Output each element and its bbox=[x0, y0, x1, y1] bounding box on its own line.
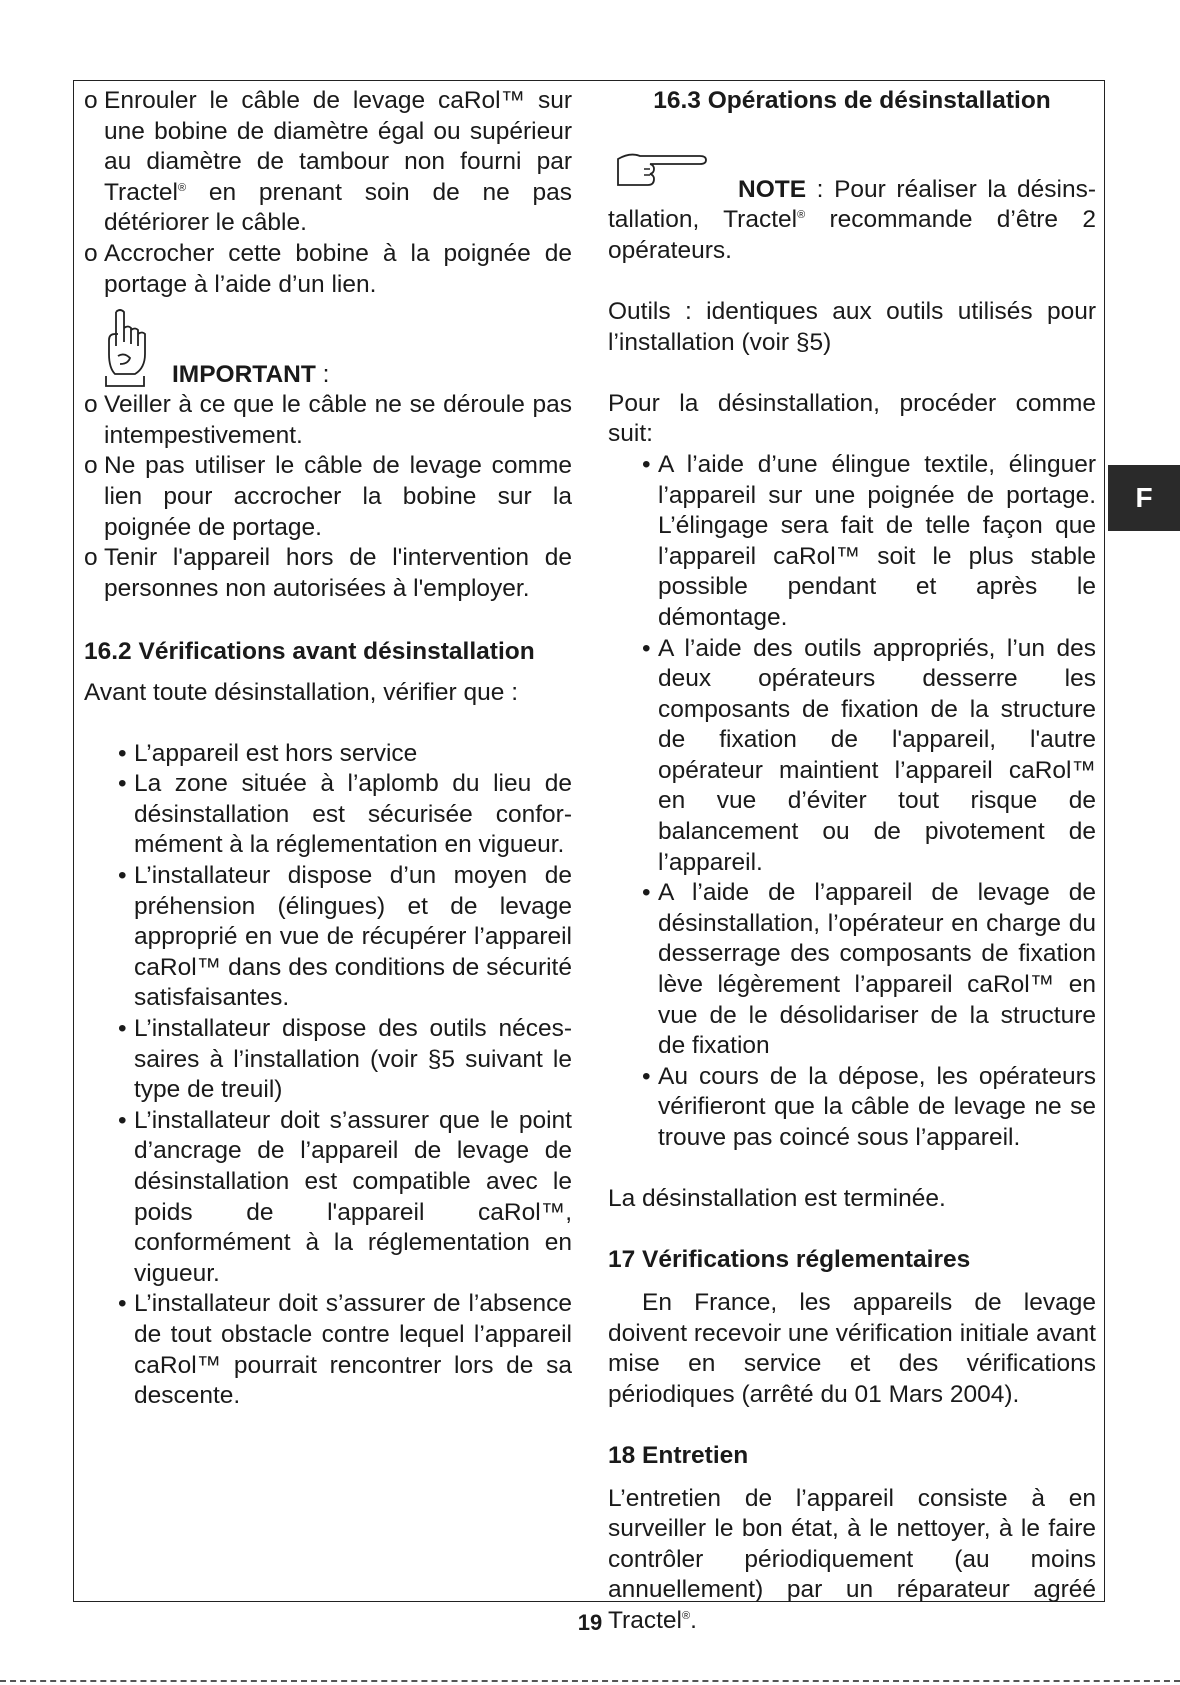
list-item: • A l’aide de l’appareil de levage de désinstallation, l’opérateur en charge du desserrage des composants de fixation lève légèrement l’appareil caRol™ en vue de le désolidariser de la structure de fixation bbox=[642, 879, 1096, 1060]
section-17-paragraph: En France, les appareils de levage doivent recevoir une vérification initiale avant mise en service et des vérifications périodiques (arrêté du 01 Mars 2004). bbox=[608, 1288, 1096, 1408]
list-item: • L’installateur doit s’assurer que le point d’ancrage de l’appareil de levage de désinstallation est compatible avec le poids de l'appareil caRol™, conformément à la réglementation en vigueur. bbox=[118, 1106, 572, 1287]
list-item: • La zone située à l’aplomb du lieu de désinstallation est sécurisée confor-mément à la réglementation en vigueur. bbox=[118, 770, 572, 859]
note-block bbox=[608, 147, 1096, 205]
list-item: • Au cours de la dépose, les opérateurs vérifieront que la câble de levage ne se trouve pas coincé sous l’appareil. bbox=[642, 1062, 1096, 1151]
list-item-hook-reel bbox=[84, 239, 572, 300]
list-item-text: Accrocher cette bobine à la poignée de portage à l’aide d’un lien. bbox=[104, 239, 572, 298]
section-17-title: 17 Vérifications réglementaires bbox=[608, 1246, 971, 1274]
right-column bbox=[608, 86, 1096, 1637]
done-paragraph: La désinstallation est terminée. bbox=[608, 1185, 946, 1213]
section-18-paragraph: L’entretien de l’appareil consiste à en surveiller le bon état, à le nettoyer, à le faire contrôler périodiquement (au moins annuellement) par un réparateur agréé Tractel®. bbox=[608, 1484, 1096, 1634]
list-item: • L’installateur dispose des outils néces-saires à l’installation (voir §5 suivant le type de treuil) bbox=[118, 1015, 572, 1104]
list-item-text: Enrouler le câble de levage caRol™ sur une bobine de diamètre égal ou supérieur au diamètre de tambour non fourni par Tractel bbox=[104, 87, 572, 206]
page-number: 19 bbox=[577, 1610, 603, 1635]
list-item-cable-unwind: o Veiller à ce que le câble ne se déroule pas intempestivement. bbox=[84, 391, 572, 449]
registered-mark: ® bbox=[797, 209, 806, 222]
registered-mark: ® bbox=[177, 181, 187, 194]
tools-paragraph: Outils : identiques aux outils utilisés pour l’installation (voir §5) bbox=[608, 297, 1096, 356]
section-16-3-title: 16.3 Opérations de désinstallation bbox=[653, 87, 1051, 114]
list-item-no-cable-link: o Ne pas utiliser le câble de levage comme lien pour accrocher la bobine sur la poignée de portage. bbox=[84, 452, 572, 541]
list-marker: o bbox=[84, 544, 98, 572]
list-item: • L’installateur doit s’assurer de l’absence de tout obstacle contre lequel l’appareil caRol™ pourrait rencontrer lors de sa descente. bbox=[118, 1290, 572, 1410]
important-block bbox=[84, 308, 572, 390]
checks-list bbox=[118, 739, 572, 1412]
section-16-2-intro: Avant toute désinstallation, vérifier que : bbox=[84, 678, 519, 706]
pointing-hand-icon bbox=[614, 147, 714, 191]
list-item: • A l’aide d’une élingue textile, élinguer l’appareil sur une poignée de portage. L’élingage sera fait de telle façon que l’appareil caRol™ soit le plus stable possible pendant et après le démontage. bbox=[642, 450, 1096, 631]
list-item-rewind-cable bbox=[84, 86, 572, 239]
procedure-intro: Pour la désinstallation, procéder comme suit: bbox=[608, 389, 1096, 448]
list-marker: o bbox=[84, 391, 98, 419]
list-marker: o bbox=[84, 87, 98, 114]
procedure-list bbox=[642, 450, 1096, 1154]
list-item: • L’appareil est hors service bbox=[118, 739, 418, 767]
list-item-unauthorized: o Tenir l'appareil hors de l'intervention de personnes non autorisées à l'employer. bbox=[84, 544, 572, 602]
list-marker: o bbox=[84, 239, 98, 267]
language-tab: F bbox=[1108, 465, 1180, 531]
page-bottom-rule bbox=[0, 1680, 1180, 1682]
note-paragraph: NOTE : Pour réaliser la désins-tallation, Tractel® recommande d’être 2 opérateurs. bbox=[608, 175, 1096, 264]
list-item: • L’installateur dispose d’un moyen de préhension (élingues) et de levage approprié en vue de récupérer l’appareil caRol™ dans des conditions de sécurité satisfaisantes. bbox=[118, 862, 572, 1012]
section-18-title: 18 Entretien bbox=[608, 1441, 749, 1469]
section-16-2-title: 16.2 Vérifications avant désinstallation bbox=[84, 637, 535, 665]
list-marker: o bbox=[84, 452, 98, 480]
important-heading: IMPORTANT : bbox=[172, 360, 330, 388]
raised-finger-hand-icon bbox=[102, 308, 150, 388]
list-item-text: en prenant soin de ne pas détériorer le câble. bbox=[104, 178, 572, 237]
list-item: • A l’aide des outils appropriés, l’un des deux opérateurs desserre les composants de fixation de la structure de fixation de l'appareil, l'autre opérateur maintient l’appareil caRol™ en vue d’éviter tout risque de balancement ou de pivotement de l’appareil. bbox=[642, 634, 1096, 876]
left-column bbox=[84, 86, 572, 1412]
registered-mark: ® bbox=[681, 1609, 691, 1622]
